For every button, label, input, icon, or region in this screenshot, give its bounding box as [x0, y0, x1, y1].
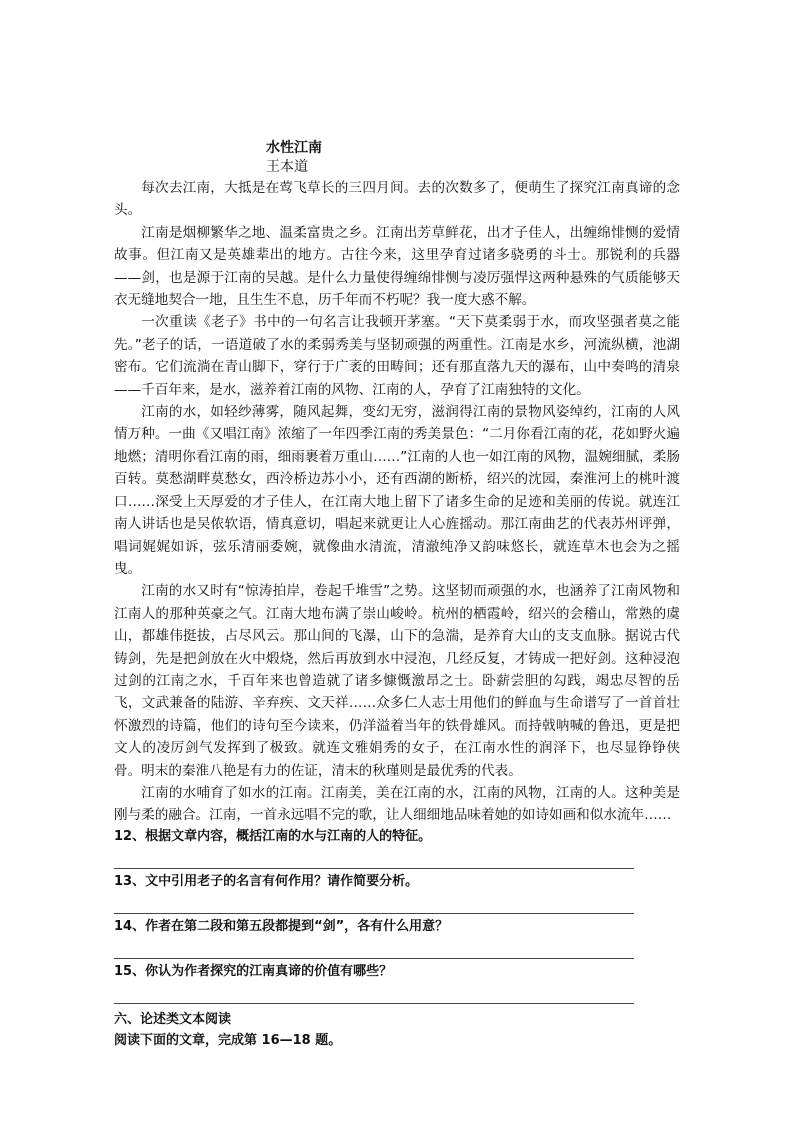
article-paragraph-6: 江南的水哺育了如水的江南。江南美，美在江南的水，江南的风物，江南的人。这种美是刚与柔的融合。江南，一首永远唱不完的歌，让人细细地品味着她的如诗如画和似水流年……: [114, 784, 680, 824]
article-paragraph-4: 江南的水，如轻纱薄雾，随风起舞，变幻无穷，滋润得江南的景物风姿绰约，江南的人风情万种。一曲《又唱江南》浓缩了一年四季江南的秀美景色：“二月你看江南的花，花如野火遍地燃；清明你看江南的雨，细雨裹着万重山……”江南的人也一如江南的风物，温婉细腻，柔肠百转。莫愁湖畔莫愁女，西泠桥边苏小小，还有西湖的断桥，绍兴的沈园，秦淮河上的桃叶渡口……深受上天厚爱的才子佳人，在江南大地上留下了诸多生命的足迹和美丽的传说。就连江南人讲话也是吴侬软语，情真意切，唱起来就更让人心旌摇动。那江南曲艺的代表苏州评弹，唱词娓娓如诉，弦乐清丽委婉，就像曲水清流，清澈纯净又韵味悠长，就连草木也会为之摇曳。: [114, 404, 680, 577]
article-author: 王本道: [266, 159, 308, 175]
section-heading: 六、论述类文本阅读: [114, 1011, 232, 1027]
question-15: 15、你认为作者探究的江南真谛的价值有哪些？: [114, 963, 393, 979]
section-instruction: 阅读下面的文章，完成第 16—18 题。: [114, 1032, 342, 1048]
article-paragraph-1: 每次去江南，大抵是在莺飞草长的三四月间。去的次数多了，便萌生了探究江南真谛的念头。: [114, 180, 680, 219]
question-14: 14、作者在第二段和第五段都提到“剑”，各有什么用意？: [114, 918, 449, 934]
question-13: 13、文中引用老子的名言有何作用？请作简要分析。: [114, 873, 419, 889]
article-paragraph-2: 江南是烟柳繁华之地、温柔富贵之乡。江南出芳草鲜花，出才子佳人，出缠绵悱恻的爱情故事。但江南又是英雄辈出的地方。古往今来，这里孕育过诸多骁勇的斗士。那锐利的兵器——剑，也是源于江南的吴越。是什么力量使得缠绵悱恻与凌厉强悍这两种悬殊的气质能够天衣无缝地契合一地，且生生不息，历千年而不朽呢？我一度大惑不解。: [114, 224, 680, 309]
article-paragraph-3: 一次重读《老子》书中的一句名言让我顿开茅塞。“天下莫柔弱于水，而攻坚强者莫之能先。”老子的话，一语道破了水的柔弱秀美与坚韧顽强的两重性。江南是水乡，河流纵横，池湖密布。它们流淌在青山脚下，穿行于广袤的田畴间；还有那直落九天的瀑布，山中奏鸣的清泉——千百年来，是水，滋养着江南的风物、江南的人，孕育了江南独特的文化。: [114, 314, 680, 398]
answer-line-14[interactable]: [114, 937, 634, 959]
article-title: 水性江南: [266, 140, 322, 156]
page-content: [114, 138, 680, 1052]
answer-line-15[interactable]: [114, 982, 634, 1004]
question-12: 12、根据文章内容，概括江南的水与江南的人的特征。: [114, 828, 432, 844]
article-paragraph-5: 江南的水又时有“惊涛拍岸，卷起千堆雪”之势。这坚韧而顽强的水，也涵养了江南风物和江南人的那种英豪之气。江南大地布满了崇山峻岭。杭州的栖霞岭，绍兴的会稽山，常熟的虞山，都雄伟挺拔，占尽风云。那山间的飞瀑，山下的急湍，是养育大山的支支血脉。据说古代铸剑，先是把剑放在火中煅烧，然后再放到水中浸泡，几经反复，才铸成一把好剑。这种浸泡过剑的江南之水，千百年来也曾造就了诸多慷慨激昂之士。卧薪尝胆的勾践，竭忠尽智的岳飞，文武兼备的陆游、辛弃疾、文天祥……众多仁人志士用他们的鲜血与生命谱写了一首首壮怀激烈的诗篇，他们的诗句至今读来，仍洋溢着当年的铁骨雄风。而持戟呐喊的鲁迅，更是把文人的凌厉剑气发挥到了极致。就连文雅娟秀的女子，在江南水性的润泽下，也尽显铮铮侠骨。明末的秦淮八艳是有力的佐证，清末的秋瑾则是最优秀的代表。: [114, 583, 680, 779]
answer-line-12[interactable]: [114, 847, 634, 869]
answer-line-13[interactable]: [114, 892, 634, 914]
